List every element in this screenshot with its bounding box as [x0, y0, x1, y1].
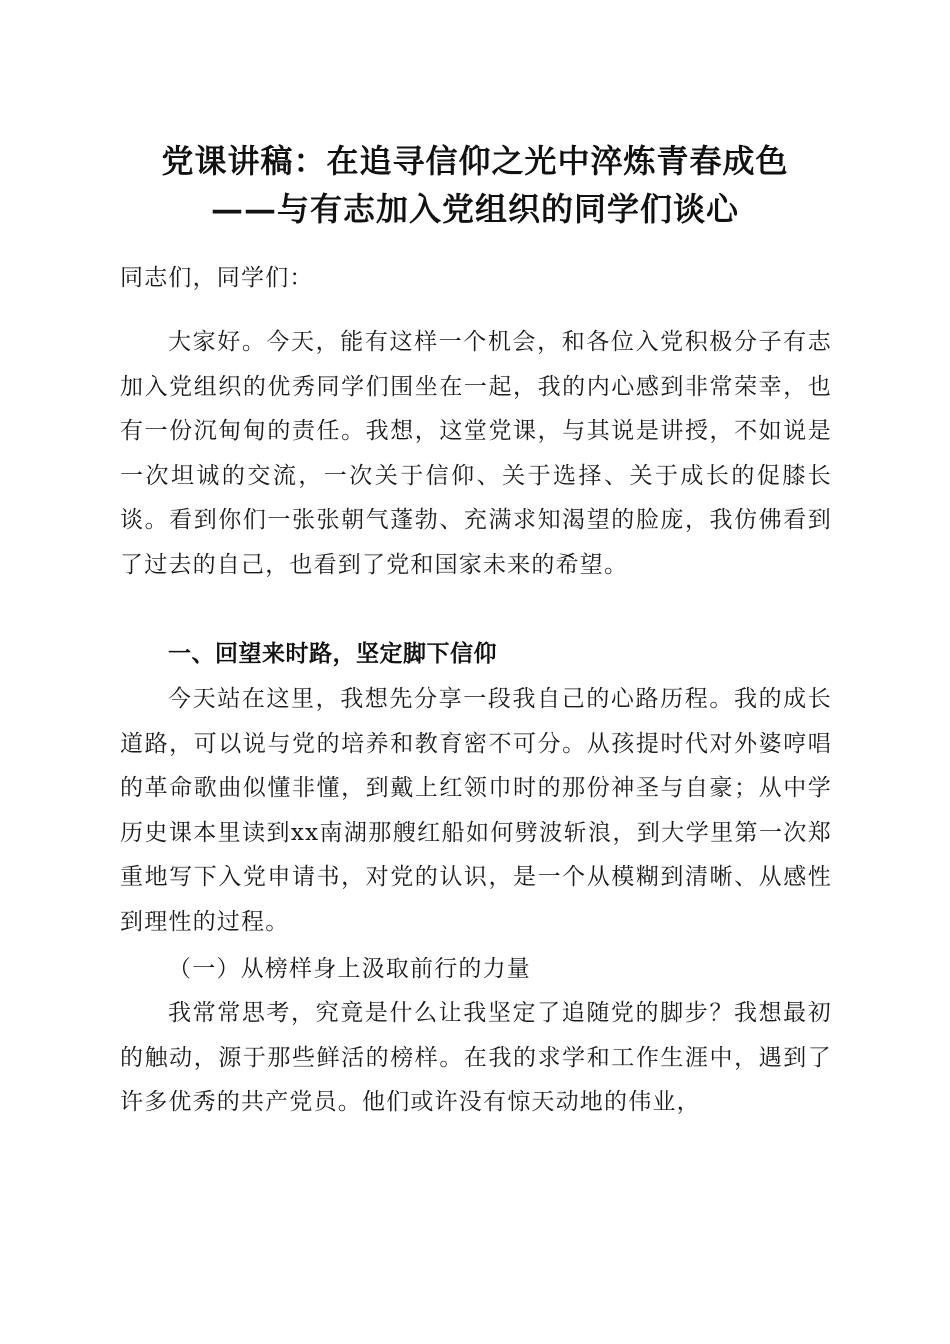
paragraph-intro: 大家好。今天，能有这样一个机会，和各位入党积极分子有志加入党组织的优秀同学们围坐在一起，我的内心感到非常荣幸，也有一份沉甸甸的责任。我想，这堂党课，与其说是讲授，不如说是一次坦诚的交流，一次关于信仰、关于选择、关于成长的促膝长谈。看到你们一张张朝气蓬勃、充满求知渴望的脸庞，我仿佛看到了过去的自己，也看到了党和国家未来的希望。	[120, 329, 832, 578]
salutation: 同志们，同学们：	[120, 265, 314, 291]
subsection-heading-1: （一）从榜样身上汲取前行的力量	[168, 956, 531, 982]
paragraph-section-1: 今天站在这里，我想先分享一段我自己的心路历程。我的成长道路，可以说与党的培养和教育密不可分。从孩提时代对外婆哼唱的革命歌曲似懂非懂，到戴上红领巾时的那份神圣与自豪；从中学历史课本里读到xx南湖那艘红船如何劈波斩浪，到大学里第一次郑重地写下入党申请书，对党的认识，是一个从模糊到清晰、从感性到理性的过程。	[120, 686, 832, 935]
document-title: 党课讲稿：在追寻信仰之光中淬炼青春成色	[161, 142, 789, 180]
paragraph-subsection-1: 我常常思考，究竟是什么让我坚定了追随党的脚步？我想最初的触动，源于那些鲜活的榜样。在我的求学和工作生涯中，遇到了许多优秀的共产党员。他们或许没有惊天动地的伟业，	[120, 1000, 832, 1116]
document-subtitle: ——与有志加入党组织的同学们谈心	[210, 190, 739, 228]
section-heading-1: 一、回望来时路，坚定脚下信仰	[168, 641, 497, 667]
